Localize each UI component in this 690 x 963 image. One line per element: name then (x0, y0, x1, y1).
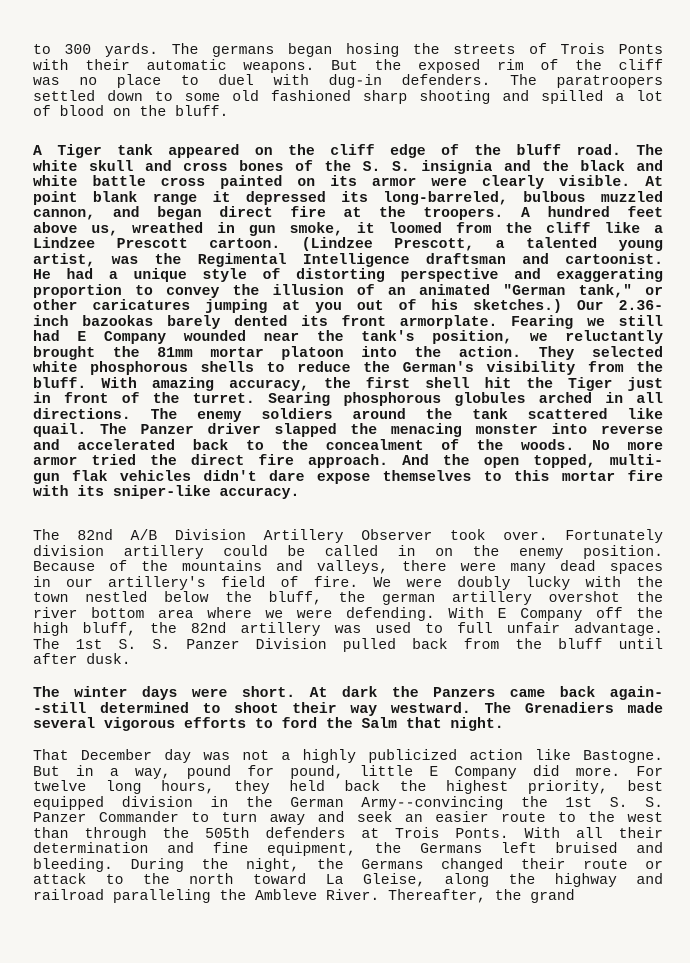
text-line: proportion to convey the illusion of an animated "German tank," or (33, 283, 663, 300)
paragraph-1 (33, 44, 663, 122)
text-line: with its sniper-like accuracy. (33, 485, 300, 501)
text-line: determination and fine equipment, the Germans left bruised and (33, 842, 663, 858)
text-line: artist, was the Regimental Intelligence draftsman and cartoonist. (33, 252, 663, 269)
text-line: town nestled below the bluff, the german artillery overshot the (33, 591, 663, 607)
text-line: quail. The Panzer driver slapped the menacing monster into reverse (33, 423, 663, 439)
text-line: brought the 81mm mortar platoon into the action. They selected (33, 345, 663, 362)
text-line: bluff. With amazing accuracy, the first shell hit the Tiger just (33, 376, 663, 393)
text-line: of blood on the bluff. (33, 105, 229, 121)
text-line: above us, wreathed in gun smoke, it loomed from the cliff like a (33, 221, 663, 238)
text-line: He had a unique style of distorting perspective and exaggerating (33, 268, 663, 284)
text-line: and accelerated back to the concealment of the woods. No more (33, 438, 663, 455)
text-line: The winter days were short. At dark the Panzers came back again- (33, 686, 663, 702)
paragraph-2 (33, 145, 663, 502)
text-line: in front of the turret. Searing phosphorous globules arched in all (33, 392, 663, 408)
text-line: bleeding. During the night, the Germans changed their route or (33, 857, 663, 874)
text-line: several vigorous efforts to ford the Salm that night. (33, 717, 504, 733)
paragraph-3 (33, 530, 663, 670)
text-line: with their automatic weapons. But the exposed rim of the cliff (33, 58, 663, 75)
text-line: directions. The enemy soldiers around the tank scattered like (33, 407, 663, 424)
text-line: The 82nd A/B Division Artillery Observer took over. Fortunately (33, 529, 663, 545)
text-line: armor tried the direct fire approach. And the open topped, multi- (33, 454, 663, 470)
text-line: river bottom area where we were defending. With E Company off the (33, 606, 663, 623)
text-line: white skull and cross bones of the S. S. insignia and the black and (33, 159, 663, 176)
text-line: cannon, and began direct fire at the troopers. A hundred feet (33, 206, 663, 222)
text-line: settled down to some old fashioned sharp shooting and spilled a lot (33, 89, 663, 106)
text-line: attack to the north toward La Gleise, along the highway and (33, 873, 663, 889)
text-line: gun flak vehicles didn't dare expose themselves to this mortar fire (33, 469, 663, 486)
text-line: inch bazookas barely dented its front armorplate. Fearing we still (33, 314, 663, 331)
text-line: was no place to duel with dug-in defenders. The paratroopers (33, 74, 663, 90)
text-line: point blank range it depressed its long-barreled, bulbous muzzled (33, 190, 663, 207)
text-line: than through the 505th defenders at Trois Ponts. With all their (33, 826, 663, 843)
text-line: railroad paralleling the Ambleve River. Thereafter, the grand (33, 888, 575, 905)
text-line: A Tiger tank appeared on the cliff edge of the bluff road. The (33, 144, 663, 160)
text-line: -still determined to shoot their way westward. The Grenadiers made (33, 701, 663, 718)
text-line: white battle cross painted on its armor were clearly visible. At (33, 175, 663, 191)
text-line: to 300 yards. The germans began hosing the streets of Trois Ponts (33, 43, 663, 59)
text-line: in our artillery's field of fire. We were doubly lucky with the (33, 575, 663, 592)
text-line: white phosphorous shells to reduce the German's visibility from the (33, 361, 663, 377)
text-line: high bluff, the 82nd artillery was used to full unfair advantage. (33, 622, 663, 638)
text-line: The 1st S. S. Panzer Division pulled back from the bluff until (33, 637, 663, 654)
text-line: Lindzee Prescott cartoon. (Lindzee Prescott, a talented young (33, 237, 663, 253)
text-line: equipped division in the German Army--convincing the 1st S. S. (33, 795, 663, 812)
text-line: had E Company wounded near the tank's position, we reluctantly (33, 330, 663, 346)
text-line: But in a way, pound for pound, little E Company did more. For (33, 764, 663, 781)
text-line: after dusk. (33, 653, 131, 669)
text-line: division artillery could be called in on the enemy position. (33, 544, 663, 561)
text-line: Because of the mountains and valleys, there were many dead spaces (33, 560, 663, 576)
text-line: twelve long hours, they held back the highest priority, best (33, 780, 663, 796)
text-line: Panzer Commander to turn away and seek an easier route to the west (33, 811, 663, 827)
paragraph-4 (33, 687, 663, 734)
paragraph-5 (33, 750, 663, 905)
text-line: other caricatures jumping at you out of his sketches.) Our 2.36- (33, 299, 663, 315)
text-line: That December day was not a highly publicized action like Bastogne. (33, 749, 663, 765)
